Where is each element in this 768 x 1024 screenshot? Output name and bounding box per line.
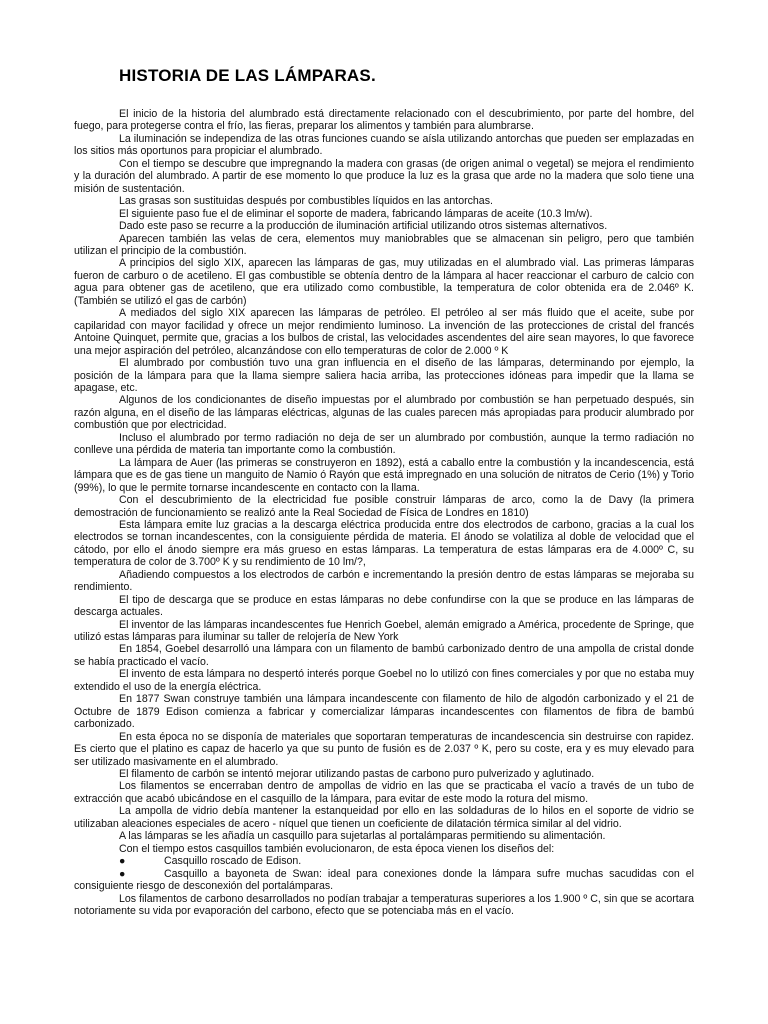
- bullet-icon: ●: [119, 867, 126, 880]
- paragraph: Las grasas son sustituidas después por combustibles líquidos en las antorchas.: [119, 195, 493, 208]
- paragraph: El tipo de descarga que se produce en estas lámparas no debe confundirse con la que se produce en las lámparas de descarga actuales.: [74, 593, 694, 619]
- paragraph: El inventor de las lámparas incandescentes fue Henrich Goebel, alemán emigrado a América, procedente de Springe, que utilizó estas lámparas para iluminar su taller de relojería de New York: [74, 618, 694, 644]
- paragraph: Con el tiempo se descubre que impregnando la madera con grasas (de origen animal o vegetal) se mejora el rendimiento y la duración del alumbrado. A partir de ese momento lo que produce la luz es la grasa que arde no la madera que solo tiene una misión de sustentación.: [74, 157, 694, 195]
- paragraph: Algunos de los condicionantes de diseño impuestas por el alumbrado por combustión se han perpetuado después, sin razón alguna, en el diseño de las lámparas eléctricas, algunas de las cuales parecen más apropiadas para producir alumbrado por combustión que por electricidad.: [74, 394, 694, 432]
- document-body: [74, 108, 694, 917]
- paragraph: En esta época no se disponía de materiales que soportaran temperaturas de incandescencia sin destruirse con rapidez. Es cierto que el platino es capaz de hacerlo ya que su punto de fusión es de 2.037 º K, pero su coste, era y es muy elevado para ser utilizado masivamente en el alumbrado.: [74, 730, 694, 768]
- paragraph: Con el tiempo estos casquillos también evolucionaron, de esta época vienen los diseños del:: [119, 842, 555, 855]
- list-item-text: Casquillo roscado de Edison.: [164, 855, 302, 868]
- paragraph: Aparecen también las velas de cera, elementos muy maniobrables que se almacenan sin peligro, pero que también utilizan el principio de la combustión.: [74, 232, 694, 257]
- paragraph: Con el descubrimiento de la electricidad fue posible construir lámparas de arco, como la de Davy (la primera demostración de funcionamiento se realizó ante la Real Sociedad de Física de Londres en 1810): [74, 494, 694, 519]
- page-title: HISTORIA DE LAS LÁMPARAS.: [119, 66, 376, 85]
- paragraph: La lámpara de Auer (las primeras se construyeron en 1892), está a caballo entre la combustión y la incandescencia, está lámpara que es de gas tiene un manguito de Namio ó Rayón que está impregnado en una solución de nitratos de Cerio (1%) y Torio (99%), lo que le permite tornarse incandescente en contacto con la llama.: [74, 456, 694, 494]
- paragraph: El inicio de la historia del alumbrado está directamente relacionado con el descubrimiento, por parte del hombre, del fuego, para protegerse contra el frío, las fieras, preparar los alimentos y también para alumbrarse.: [74, 108, 694, 133]
- paragraph: El siguiente paso fue el de eliminar el soporte de madera, fabricando lámparas de aceite (10.3 lm/w).: [119, 207, 593, 220]
- paragraph: Los filamentos se encerraban dentro de ampollas de vidrio en las que se practicaba el vacío a través de un tubo de extracción que acabó ubicándose en el casquillo de la lámpara, para evitar de este modo la rotura del mismo.: [74, 780, 694, 805]
- paragraph: La iluminación se independiza de las otras funciones cuando se aísla utilizando antorchas que pueden ser emplazadas en los sitios más oportunos para propiciar el alumbrado.: [74, 132, 694, 158]
- paragraph: El filamento de carbón se intentó mejorar utilizando pastas de carbono puro pulverizado y aglutinado.: [119, 768, 595, 781]
- list-item: [74, 868, 694, 893]
- bullet-icon: ●: [119, 855, 126, 868]
- paragraph: Los filamentos de carbono desarrollados no podían trabajar a temperaturas superiores a los 1.900 º C, sin que se acortara notoriamente su vida por evaporación del carbono, efecto que se potenciaba más en el vacío.: [74, 892, 694, 917]
- paragraph: En 1877 Swan construye también una lámpara incandescente con filamento de hilo de algodón carbonizado y el 21 de Octubre de 1879 Edison comienza a fabricar y comercializar lámparas incandescentes con filamentos de fibra de bambú carbonizado.: [74, 693, 694, 731]
- list-item: [74, 855, 694, 867]
- paragraph: En 1854, Goebel desarrolló una lámpara con un filamento de bambú carbonizado dentro de una ampolla de cristal donde se había practicado el vacío.: [74, 643, 694, 668]
- list-item-text: Casquillo a bayoneta de Swan: ideal para conexiones donde la lámpara sufre muchas sacudidas con el consiguiente riesgo de desconexión del portalámparas.: [74, 867, 694, 893]
- paragraph: Incluso el alumbrado por termo radiación no deja de ser un alumbrado por combustión, aunque la termo radiación no conlleve una pérdida de materia tan importante como la combustión.: [74, 431, 694, 457]
- paragraph: A las lámparas se les añadía un casquillo para sujetarlas al portalámparas permitiendo su alimentación.: [119, 830, 606, 843]
- paragraph: Dado este paso se recurre a la producción de iluminación artificial utilizando otros sistemas alternativos.: [119, 220, 608, 233]
- paragraph: La ampolla de vidrio debía mantener la estanqueidad por ello en las soldaduras de lo hilos en el soporte de vidrio se utilizaban aleaciones especiales de acero - níquel que tienen un coeficiente de dilatación térmica similar al del vidrio.: [74, 805, 694, 830]
- paragraph: A mediados del siglo XIX aparecen las lámparas de petróleo. El petróleo al ser más fluido que el aceite, sube por capilaridad con mayor facilidad y ofrece un mejor rendimiento luminoso. La invención de las protecciones de cristal del francés Antoine Quinquet, permite que, gracias a los bulbos de cristal, las velocidades ascendentes del aire sean mayores, lo que favorece una mejor aspiración del petróleo, alcanzándose con ello temperaturas de color de 2.000 º K: [74, 307, 694, 357]
- paragraph: El alumbrado por combustión tuvo una gran influencia en el diseño de las lámparas, determinando por ejemplo, la posición de la lámpara para que la llama siempre saliera hacia arriba, las protecciones idóneas para impedir que la llama se apagase, etc.: [74, 357, 694, 394]
- paragraph: El invento de esta lámpara no despertó interés porque Goebel no lo utilizó con fines comerciales y por que no estaba muy extendido el uso de la energía eléctrica.: [74, 668, 694, 693]
- paragraph: Esta lámpara emite luz gracias a la descarga eléctrica producida entre dos electrodos de carbono, gracias a la cual los electrodos se tornan incandescentes, con la consiguiente pérdida de materia. El ánodo se volatiliza al doble de velocidad que el cátodo, por ello el ánodo siempre era más grueso en estas lámparas. La temperatura de estas lámparas era de 4.000º C, su temperatura de color de 3.700º K y su rendimiento de 10 lm/?,: [74, 518, 694, 569]
- paragraph: Añadiendo compuestos a los electrodos de carbón e incrementando la presión dentro de estas lámparas se mejoraba su rendimiento.: [74, 568, 694, 594]
- paragraph: A principios del siglo XIX, aparecen las lámparas de gas, muy utilizadas en el alumbrado vial. Las primeras lámparas fueron de carburo o de acetileno. El gas combustible se obtenía dentro de la lámpara al hacer reaccionar el carburo de calcio con agua para obtener gas de acetileno, que era utilizado como combustible, la temperatura de color obtenida era de 2.046º K. (También se utilizó el gas de carbón): [74, 257, 694, 307]
